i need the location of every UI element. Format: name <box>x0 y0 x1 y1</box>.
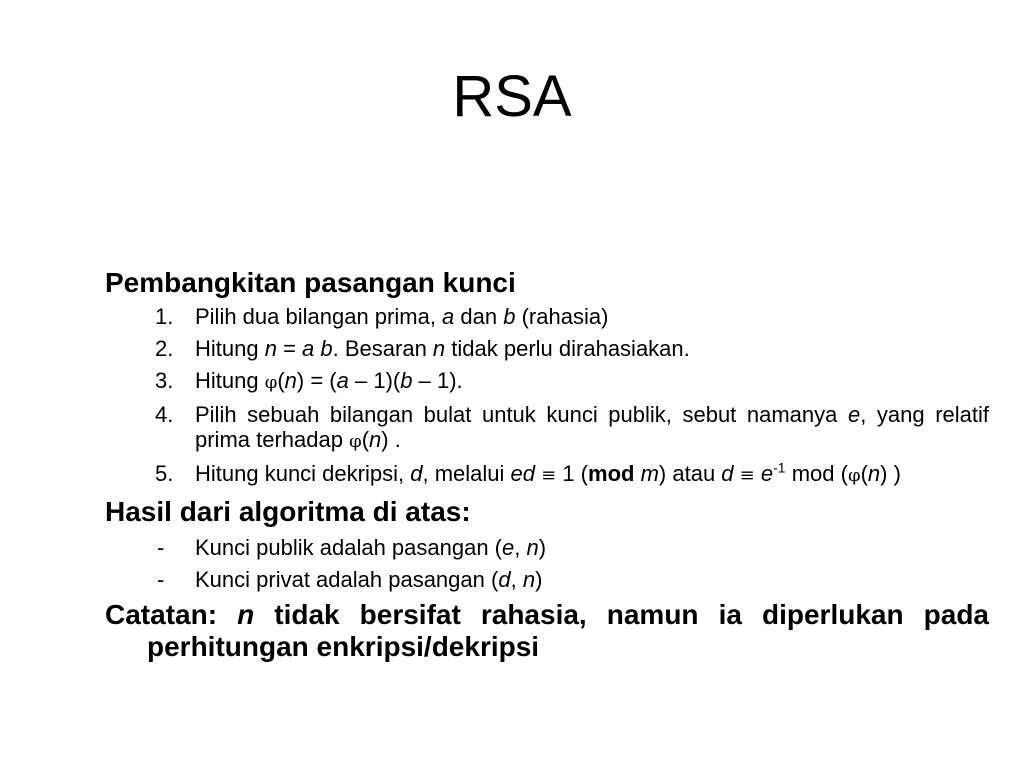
exponent: -1 <box>773 459 786 476</box>
slide-content <box>105 266 989 663</box>
note-paragraph <box>105 599 989 663</box>
congruence-symbol: ≡ <box>739 465 755 486</box>
list-dash: - <box>157 567 165 592</box>
list-dash: - <box>157 535 165 560</box>
note-text: tidak bersifat rahasia, namun ia diperlukan pada perhitungan enkripsi/dekripsi <box>147 599 989 662</box>
step-number: 4. <box>155 402 174 427</box>
keygen-step-5: 5. Hitung kunci dekripsi, d, melalui ed ≡ 1 (mod m) atau $d \equiv e^{-1}$ mod (φ(n) ) <box>155 459 901 486</box>
slide-title: RSA <box>452 64 572 129</box>
keygen-step-4: 4. Pilih sebuah bilangan bulat untuk kunci publik, sebut namanya e, yang relatif prima terhadap φ(n) . <box>155 402 989 452</box>
phi-symbol: φ <box>264 372 278 393</box>
keygen-step-1: 1. Pilih dua bilangan prima, a dan b (rahasia) <box>155 304 609 329</box>
phi-symbol: φ <box>847 465 861 486</box>
step-number: 2. <box>155 336 174 361</box>
phi-symbol: φ <box>349 431 362 452</box>
result-heading: Hasil dari algoritma di atas: <box>105 496 471 527</box>
result-private-key: - Kunci privat adalah pasangan (d, n) <box>157 567 543 592</box>
result-public-key: - Kunci publik adalah pasangan (e, n) <box>157 535 547 560</box>
step-number: 1. <box>155 304 174 329</box>
keygen-step-2: 2. Hitung n = a b. Besaran n tidak perlu dirahasiakan. <box>155 336 690 361</box>
keygen-step-3: 3. Hitung φ(n) = (a – 1)(b – 1). <box>155 368 463 393</box>
note-label: Catatan: <box>105 599 238 630</box>
step-number: 5. <box>155 461 174 486</box>
step-number: 3. <box>155 368 174 393</box>
keygen-heading: Pembangkitan pasangan kunci <box>105 267 516 298</box>
congruence-symbol: ≡ <box>541 465 557 486</box>
note-variable: n <box>237 599 255 630</box>
